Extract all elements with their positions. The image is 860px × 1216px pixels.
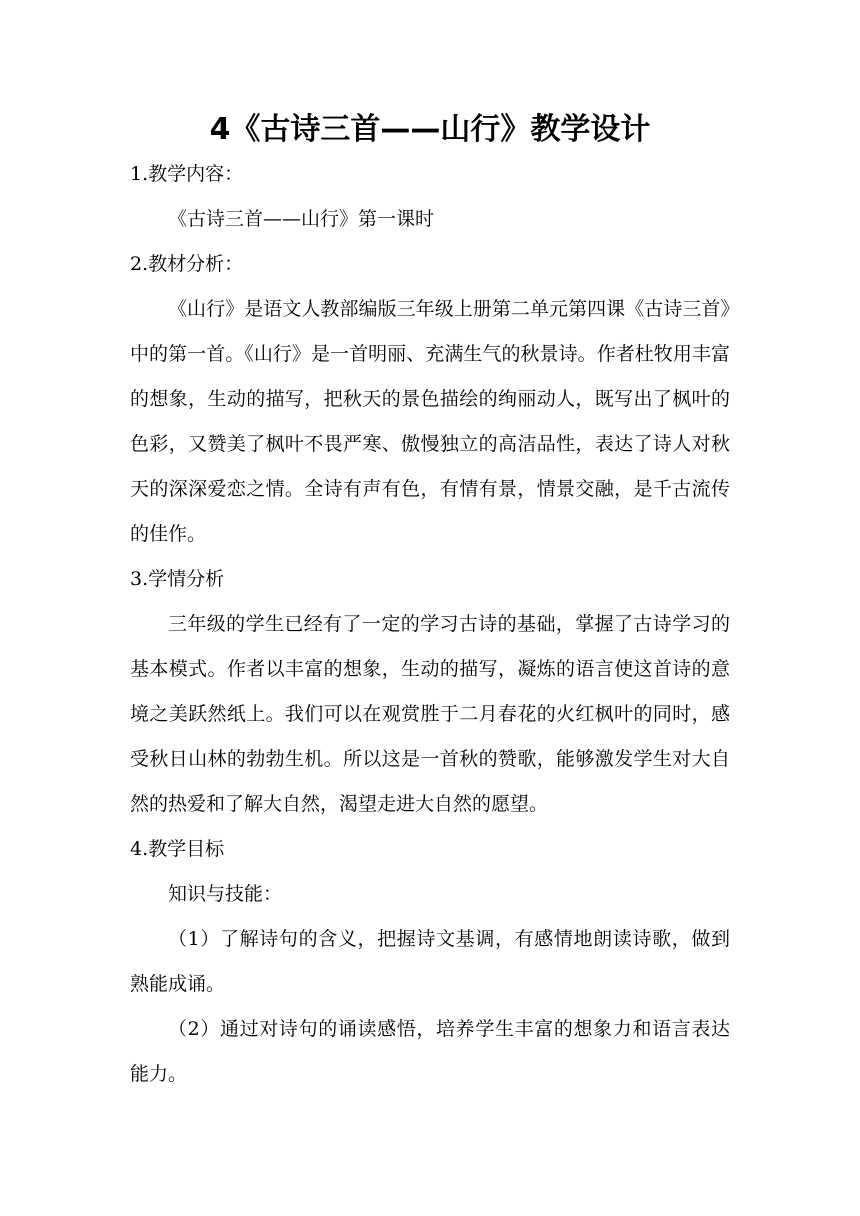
goals-subheading: 知识与技能： — [168, 883, 283, 905]
document-title: 4《古诗三首——山行》教学设计 — [209, 112, 651, 147]
section-text-material: 《山行》是语文人教部编版三年级上册第二单元第四课《古诗三首》中的第一首。《山行》是一首明丽、充满生气的秋景诗。作者杜牧用丰富的想象，生动的描写，把秋天的景色描绘的绚丽动人，既写出了枫叶的色彩，又赞美了枫叶不畏严寒、傲慢独立的高洁品性，表达了诗人对秋天的深深爱恋之情。全诗有声有色，有情有景，情景交融，是千古流传的佳作。 — [130, 298, 730, 545]
section-heading-content: 1.教学内容： — [130, 163, 244, 185]
section-heading-students: 3.学情分析 — [130, 568, 225, 590]
section-text-students: 三年级的学生已经有了一定的学习古诗的基础，掌握了古诗学习的基本模式。作者以丰富的想象，生动的描写，凝炼的语言使这首诗的意境之美跃然纸上。我们可以在观赏胜于二月春花的火红枫叶的同时，感受秋日山林的勃勃生机。所以这是一首秋的赞歌，能够激发学生对大自然的热爱和了解大自然，渴望走进大自然的愿望。 — [130, 613, 730, 815]
goal-item: （2）通过对诗句的诵读感悟，培养学生丰富的想象力和语言表达能力。 — [130, 1018, 730, 1085]
section-heading-material: 2.教材分析： — [130, 253, 244, 275]
document-body — [130, 152, 730, 1097]
section-heading-goals: 4.教学目标 — [130, 838, 225, 860]
goal-item: （1）了解诗句的含义，把握诗文基调，有感情地朗读诗歌，做到熟能成诵。 — [130, 928, 730, 995]
section-text-content: 《古诗三首——山行》第一课时 — [168, 208, 435, 230]
